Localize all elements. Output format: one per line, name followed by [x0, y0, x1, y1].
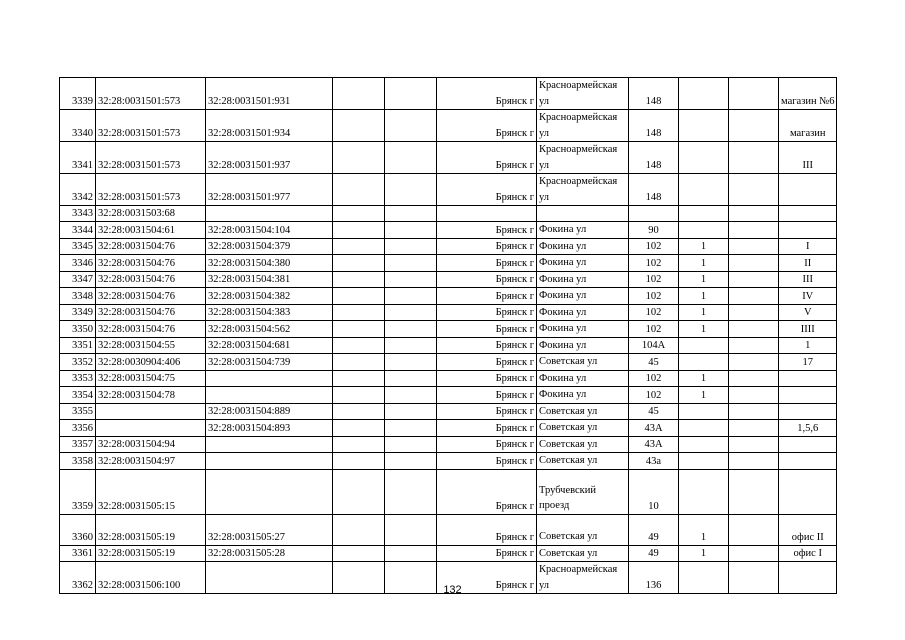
registry-table: [59, 77, 837, 594]
street-cell: Фокина ул: [537, 271, 629, 288]
room-cell: [779, 453, 837, 470]
row-number-cell: 3351: [60, 337, 96, 354]
building-cell: 1: [679, 255, 729, 272]
object-number-cell: 32:28:0031501:977: [206, 174, 333, 206]
row-number-cell: 3343: [60, 206, 96, 222]
table-body: [60, 78, 837, 594]
table-row: [60, 420, 837, 437]
building-cell: 1: [679, 238, 729, 255]
empty-cell: [729, 222, 779, 239]
building-cell: 1: [679, 288, 729, 305]
object-number-cell: 32:28:0031501:937: [206, 142, 333, 174]
street-cell: Красноармейская ул: [537, 110, 629, 142]
object-number-cell: 32:28:0031505:28: [206, 545, 333, 562]
city-cell: Брянск г: [437, 304, 537, 321]
row-number-cell: 3361: [60, 545, 96, 562]
row-number-cell: 3356: [60, 420, 96, 437]
object-number-cell: 32:28:0031504:379: [206, 238, 333, 255]
empty-cell: [333, 370, 385, 387]
object-number-cell: [206, 206, 333, 222]
street-cell: Фокина ул: [537, 238, 629, 255]
street-cell: Советская ул: [537, 403, 629, 420]
empty-cell: [333, 469, 385, 514]
table-row: [60, 354, 837, 371]
room-cell: IIII: [779, 321, 837, 338]
row-number-cell: 3359: [60, 469, 96, 514]
room-cell: магазин №6: [779, 78, 837, 110]
parcel-number-cell: 32:28:0031504:76: [96, 288, 206, 305]
city-cell: Брянск г: [437, 222, 537, 239]
house-number-cell: 102: [629, 271, 679, 288]
street-cell: Фокина ул: [537, 337, 629, 354]
empty-cell: [385, 403, 437, 420]
row-number-cell: 3340: [60, 110, 96, 142]
parcel-number-cell: 32:28:0031505:19: [96, 514, 206, 545]
house-number-cell: 10: [629, 469, 679, 514]
empty-cell: [333, 337, 385, 354]
city-cell: Брянск г: [437, 545, 537, 562]
empty-cell: [385, 469, 437, 514]
parcel-number-cell: 32:28:0031504:55: [96, 337, 206, 354]
parcel-number-cell: 32:28:0031504:76: [96, 271, 206, 288]
empty-cell: [729, 354, 779, 371]
building-cell: [679, 420, 729, 437]
object-number-cell: 32:28:0031504:681: [206, 337, 333, 354]
object-number-cell: [206, 453, 333, 470]
house-number-cell: 45: [629, 403, 679, 420]
empty-cell: [385, 110, 437, 142]
street-cell: Фокина ул: [537, 222, 629, 239]
table-row: [60, 514, 837, 545]
table-row: [60, 222, 837, 239]
building-cell: 1: [679, 387, 729, 404]
city-cell: Брянск г: [437, 271, 537, 288]
city-cell: Брянск г: [437, 238, 537, 255]
house-number-cell: 102: [629, 304, 679, 321]
city-cell: Брянск г: [437, 420, 537, 437]
empty-cell: [333, 271, 385, 288]
building-cell: [679, 403, 729, 420]
parcel-number-cell: 32:28:0031504:76: [96, 321, 206, 338]
building-cell: [679, 110, 729, 142]
parcel-number-cell: 32:28:0031501:573: [96, 110, 206, 142]
house-number-cell: 102: [629, 238, 679, 255]
building-cell: [679, 222, 729, 239]
empty-cell: [385, 545, 437, 562]
room-cell: V: [779, 304, 837, 321]
table-row: [60, 142, 837, 174]
object-number-cell: 32:28:0031504:889: [206, 403, 333, 420]
empty-cell: [385, 436, 437, 453]
empty-cell: [729, 387, 779, 404]
empty-cell: [385, 337, 437, 354]
object-number-cell: [206, 436, 333, 453]
empty-cell: [333, 436, 385, 453]
city-cell: Брянск г: [437, 110, 537, 142]
parcel-number-cell: 32:28:0031504:75: [96, 370, 206, 387]
room-cell: IV: [779, 288, 837, 305]
empty-cell: [729, 142, 779, 174]
table-row: [60, 337, 837, 354]
parcel-number-cell: 32:28:0031501:573: [96, 174, 206, 206]
city-cell: Брянск г: [437, 354, 537, 371]
empty-cell: [385, 142, 437, 174]
room-cell: [779, 387, 837, 404]
house-number-cell: 148: [629, 174, 679, 206]
room-cell: II: [779, 255, 837, 272]
row-number-cell: 3345: [60, 238, 96, 255]
house-number-cell: 49: [629, 514, 679, 545]
parcel-number-cell: 32:28:0031504:94: [96, 436, 206, 453]
street-cell: Фокина ул: [537, 387, 629, 404]
row-number-cell: 3358: [60, 453, 96, 470]
empty-cell: [333, 354, 385, 371]
city-cell: [437, 206, 537, 222]
street-cell: Фокина ул: [537, 288, 629, 305]
city-cell: Брянск г: [437, 453, 537, 470]
row-number-cell: 3348: [60, 288, 96, 305]
city-cell: Брянск г: [437, 321, 537, 338]
room-cell: [779, 370, 837, 387]
building-cell: 1: [679, 321, 729, 338]
empty-cell: [385, 222, 437, 239]
table-row: [60, 469, 837, 514]
room-cell: [779, 222, 837, 239]
room-cell: I: [779, 238, 837, 255]
street-cell: Трубчевский проезд: [537, 469, 629, 514]
empty-cell: [729, 174, 779, 206]
building-cell: 1: [679, 304, 729, 321]
house-number-cell: 148: [629, 78, 679, 110]
empty-cell: [333, 420, 385, 437]
street-cell: Фокина ул: [537, 255, 629, 272]
object-number-cell: 32:28:0031504:380: [206, 255, 333, 272]
building-cell: 1: [679, 514, 729, 545]
table-row: [60, 110, 837, 142]
room-cell: офис I: [779, 545, 837, 562]
object-number-cell: 32:28:0031504:739: [206, 354, 333, 371]
empty-cell: [333, 403, 385, 420]
parcel-number-cell: 32:28:0031504:76: [96, 238, 206, 255]
parcel-number-cell: 32:28:0031504:97: [96, 453, 206, 470]
parcel-number-cell: 32:28:0031504:78: [96, 387, 206, 404]
table-row: [60, 206, 837, 222]
empty-cell: [729, 288, 779, 305]
street-cell: [537, 206, 629, 222]
house-number-cell: 43А: [629, 420, 679, 437]
house-number-cell: 148: [629, 110, 679, 142]
empty-cell: [385, 288, 437, 305]
table-row: [60, 288, 837, 305]
empty-cell: [333, 545, 385, 562]
empty-cell: [729, 370, 779, 387]
parcel-number-cell: 32:28:0031503:68: [96, 206, 206, 222]
street-cell: Красноармейская ул: [537, 174, 629, 206]
city-cell: Брянск г: [437, 174, 537, 206]
room-cell: 1: [779, 337, 837, 354]
street-cell: Фокина ул: [537, 370, 629, 387]
empty-cell: [333, 387, 385, 404]
street-cell: Красноармейская ул: [537, 78, 629, 110]
row-number-cell: 3341: [60, 142, 96, 174]
city-cell: Брянск г: [437, 562, 537, 594]
empty-cell: [385, 174, 437, 206]
object-number-cell: 32:28:0031504:104: [206, 222, 333, 239]
row-number-cell: 3350: [60, 321, 96, 338]
row-number-cell: 3339: [60, 78, 96, 110]
table-row: [60, 271, 837, 288]
parcel-number-cell: [96, 403, 206, 420]
empty-cell: [729, 110, 779, 142]
empty-cell: [333, 514, 385, 545]
empty-cell: [385, 304, 437, 321]
table-row: [60, 387, 837, 404]
empty-cell: [333, 110, 385, 142]
parcel-number-cell: 32:28:0031505:19: [96, 545, 206, 562]
room-cell: [779, 436, 837, 453]
city-cell: Брянск г: [437, 142, 537, 174]
empty-cell: [729, 255, 779, 272]
empty-cell: [729, 436, 779, 453]
street-cell: Фокина ул: [537, 321, 629, 338]
empty-cell: [385, 271, 437, 288]
empty-cell: [729, 206, 779, 222]
street-cell: Советская ул: [537, 436, 629, 453]
row-number-cell: 3355: [60, 403, 96, 420]
table-row: [60, 238, 837, 255]
street-cell: Советская ул: [537, 354, 629, 371]
table-row: [60, 545, 837, 562]
parcel-number-cell: 32:28:0031506:100: [96, 562, 206, 594]
parcel-number-cell: 32:28:0031501:573: [96, 142, 206, 174]
empty-cell: [729, 420, 779, 437]
building-cell: [679, 453, 729, 470]
city-cell: Брянск г: [437, 255, 537, 272]
empty-cell: [729, 321, 779, 338]
room-cell: магазин: [779, 110, 837, 142]
row-number-cell: 3360: [60, 514, 96, 545]
room-cell: III: [779, 271, 837, 288]
room-cell: офис II: [779, 514, 837, 545]
object-number-cell: 32:28:0031505:27: [206, 514, 333, 545]
empty-cell: [333, 174, 385, 206]
empty-cell: [729, 337, 779, 354]
table-row: [60, 174, 837, 206]
house-number-cell: 43А: [629, 436, 679, 453]
table-row: [60, 304, 837, 321]
empty-cell: [385, 514, 437, 545]
city-cell: Брянск г: [437, 436, 537, 453]
city-cell: Брянск г: [437, 288, 537, 305]
empty-cell: [729, 469, 779, 514]
row-number-cell: 3342: [60, 174, 96, 206]
row-number-cell: 3357: [60, 436, 96, 453]
house-number-cell: 148: [629, 142, 679, 174]
street-cell: Советская ул: [537, 420, 629, 437]
city-cell: Брянск г: [437, 387, 537, 404]
parcel-number-cell: 32:28:0031505:15: [96, 469, 206, 514]
object-number-cell: [206, 370, 333, 387]
building-cell: [679, 142, 729, 174]
parcel-number-cell: 32:28:0031504:76: [96, 304, 206, 321]
city-cell: Брянск г: [437, 370, 537, 387]
empty-cell: [333, 206, 385, 222]
street-cell: Фокина ул: [537, 304, 629, 321]
building-cell: 1: [679, 545, 729, 562]
street-cell: Советская ул: [537, 453, 629, 470]
empty-cell: [385, 321, 437, 338]
object-number-cell: [206, 387, 333, 404]
object-number-cell: 32:28:0031501:934: [206, 110, 333, 142]
empty-cell: [729, 78, 779, 110]
empty-cell: [729, 238, 779, 255]
house-number-cell: 136: [629, 562, 679, 594]
empty-cell: [385, 78, 437, 110]
empty-cell: [385, 370, 437, 387]
table-row: [60, 78, 837, 110]
empty-cell: [729, 545, 779, 562]
room-cell: 1,5,6: [779, 420, 837, 437]
room-cell: [779, 206, 837, 222]
empty-cell: [333, 304, 385, 321]
empty-cell: [729, 271, 779, 288]
table-row: [60, 321, 837, 338]
building-cell: [679, 469, 729, 514]
object-number-cell: 32:28:0031504:381: [206, 271, 333, 288]
street-cell: Красноармейская ул: [537, 142, 629, 174]
city-cell: Брянск г: [437, 78, 537, 110]
row-number-cell: 3354: [60, 387, 96, 404]
parcel-number-cell: 32:28:0031501:573: [96, 78, 206, 110]
city-cell: Брянск г: [437, 337, 537, 354]
parcel-number-cell: 32:28:0030904:406: [96, 354, 206, 371]
house-number-cell: 90: [629, 222, 679, 239]
room-cell: III: [779, 142, 837, 174]
house-number-cell: 102: [629, 321, 679, 338]
house-number-cell: 43а: [629, 453, 679, 470]
object-number-cell: [206, 469, 333, 514]
city-cell: Брянск г: [437, 469, 537, 514]
house-number-cell: 102: [629, 387, 679, 404]
room-cell: 17: [779, 354, 837, 371]
building-cell: [679, 78, 729, 110]
row-number-cell: 3362: [60, 562, 96, 594]
empty-cell: [385, 420, 437, 437]
empty-cell: [333, 222, 385, 239]
house-number-cell: [629, 206, 679, 222]
row-number-cell: 3353: [60, 370, 96, 387]
house-number-cell: 104А: [629, 337, 679, 354]
room-cell: [779, 469, 837, 514]
house-number-cell: 102: [629, 288, 679, 305]
table-row: [60, 255, 837, 272]
street-cell: Советская ул: [537, 514, 629, 545]
empty-cell: [729, 403, 779, 420]
table-row: [60, 370, 837, 387]
empty-cell: [333, 238, 385, 255]
row-number-cell: 3349: [60, 304, 96, 321]
empty-cell: [385, 387, 437, 404]
page-number: 132: [443, 584, 462, 596]
building-cell: 1: [679, 271, 729, 288]
room-cell: [779, 174, 837, 206]
building-cell: [679, 174, 729, 206]
table-row: [60, 403, 837, 420]
street-cell: Советская ул: [537, 545, 629, 562]
empty-cell: [729, 514, 779, 545]
building-cell: [679, 354, 729, 371]
empty-cell: [333, 142, 385, 174]
house-number-cell: 49: [629, 545, 679, 562]
street-cell: Красноармейская ул: [537, 562, 629, 594]
empty-cell: [385, 206, 437, 222]
building-cell: [679, 337, 729, 354]
city-cell: Брянск г: [437, 514, 537, 545]
house-number-cell: 102: [629, 255, 679, 272]
parcel-number-cell: [96, 420, 206, 437]
row-number-cell: 3352: [60, 354, 96, 371]
empty-cell: [333, 255, 385, 272]
object-number-cell: 32:28:0031501:931: [206, 78, 333, 110]
row-number-cell: 3346: [60, 255, 96, 272]
parcel-number-cell: 32:28:0031504:76: [96, 255, 206, 272]
table-row: [60, 436, 837, 453]
row-number-cell: 3347: [60, 271, 96, 288]
building-cell: 1: [679, 370, 729, 387]
empty-cell: [385, 453, 437, 470]
building-cell: [679, 206, 729, 222]
empty-cell: [333, 321, 385, 338]
room-cell: [779, 403, 837, 420]
object-number-cell: 32:28:0031504:382: [206, 288, 333, 305]
empty-cell: [729, 304, 779, 321]
empty-cell: [729, 453, 779, 470]
empty-cell: [333, 78, 385, 110]
house-number-cell: 45: [629, 354, 679, 371]
empty-cell: [385, 238, 437, 255]
table-row: [60, 453, 837, 470]
empty-cell: [385, 354, 437, 371]
empty-cell: [385, 255, 437, 272]
row-number-cell: 3344: [60, 222, 96, 239]
parcel-number-cell: 32:28:0031504:61: [96, 222, 206, 239]
building-cell: [679, 436, 729, 453]
object-number-cell: 32:28:0031504:562: [206, 321, 333, 338]
empty-cell: [333, 288, 385, 305]
empty-cell: [333, 453, 385, 470]
house-number-cell: 102: [629, 370, 679, 387]
city-cell: Брянск г: [437, 403, 537, 420]
object-number-cell: 32:28:0031504:893: [206, 420, 333, 437]
object-number-cell: 32:28:0031504:383: [206, 304, 333, 321]
